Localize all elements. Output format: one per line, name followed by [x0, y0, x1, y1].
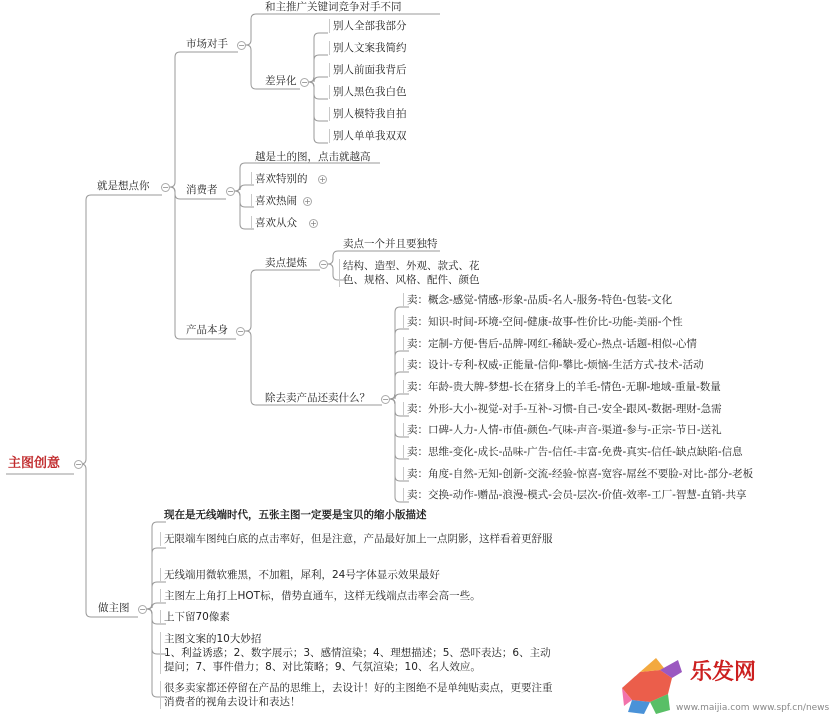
connector-line: [308, 77, 328, 82]
connector-line: [170, 52, 189, 187]
collapse-icon[interactable]: −: [237, 327, 244, 336]
collapse-icon[interactable]: −: [162, 183, 169, 192]
make-item[interactable]: 主图左上角打上HOT标，借势直通车，这样无线端点击率会高一些。: [160, 589, 481, 603]
connector-line: [308, 82, 328, 121]
node-besides[interactable]: 除去卖产品还卖什么？: [265, 392, 370, 404]
collapse-icon[interactable]: −: [382, 395, 389, 404]
connector-line: [146, 603, 166, 609]
connector-line: [308, 33, 328, 82]
connector-line: [308, 82, 328, 143]
node-think[interactable]: 就是想点你: [97, 180, 150, 192]
besides-item[interactable]: 卖：概念-感觉-情感-形象-品质-名人-服务-特色-包装-文化: [403, 293, 672, 307]
collapse-icon[interactable]: −: [227, 187, 234, 196]
diff-item[interactable]: 别人全部我部分: [329, 19, 407, 33]
expand-icon[interactable]: +: [319, 175, 326, 184]
node-market[interactable]: 市场对手: [186, 38, 228, 50]
collapse-icon[interactable]: −: [139, 605, 146, 614]
consumer-item[interactable]: 喜欢从众: [251, 216, 297, 230]
node-diff[interactable]: 差异化: [265, 75, 297, 87]
connector-line: [308, 82, 328, 99]
node-product[interactable]: 产品本身: [186, 324, 228, 336]
diff-item[interactable]: 别人单单我双双: [329, 129, 407, 143]
diff-item[interactable]: 别人模特我自拍: [329, 107, 407, 121]
node-selling[interactable]: 卖点提炼: [265, 257, 307, 269]
diff-item[interactable]: 别人文案我简约: [329, 41, 407, 55]
selling-item[interactable]: 结构、造型、外观、款式、花色、规格、风格、配件、颜色: [339, 259, 495, 287]
besides-item[interactable]: 卖：口碑-人力-人情-市值-颜色-气味-声音-渠道-参与-正宗-节日-送礼: [403, 423, 722, 437]
connector-line: [170, 187, 189, 339]
connector-line: [244, 270, 265, 331]
connector-line: [308, 55, 328, 82]
make-item[interactable]: 主图文案的10大妙招 1、利益诱惑；2、数字展示；3、感情渲染；4、理想描述；5、恐吓表达；6、主动提问；7、事件借力；8、对比策略；9、气氛渲染；10、名人效应。: [160, 632, 554, 674]
consumer-item[interactable]: 越是土的图，点击就越高: [255, 151, 371, 163]
collapse-icon[interactable]: −: [75, 460, 82, 469]
expand-icon[interactable]: +: [310, 219, 317, 228]
node-market-kw[interactable]: 和主推广关键词竞争对手不同: [265, 1, 402, 13]
connector-line: [81, 195, 100, 464]
make-item[interactable]: 上下留70像素: [160, 610, 230, 624]
make-item[interactable]: 无线端用微软雅黑，不加粗，犀利，24号字体显示效果最好: [160, 568, 440, 582]
node-consumer[interactable]: 消费者: [186, 184, 218, 196]
selling-item[interactable]: 卖点一个并且要独特: [343, 238, 438, 250]
diff-item[interactable]: 别人前面我背后: [329, 63, 407, 77]
node-make[interactable]: 做主图: [98, 602, 130, 614]
besides-item[interactable]: 卖：定制-方便-售后-品牌-网红-稀缺-爱心-热点-话题-相似-心情: [403, 337, 697, 351]
connector-line: [245, 45, 265, 89]
watermark-brand: 乐发网: [690, 660, 757, 685]
watermark-logo: [620, 650, 829, 720]
make-item[interactable]: 很多卖家都还停留在产品的思维上，去设计！好的主图绝不是单纯贴卖点，更要注重消费者的视角去设计和表达！: [160, 681, 559, 709]
connector-line: [245, 14, 265, 45]
make-header[interactable]: 现在是无线端时代，五张主图一定要是宝贝的缩小版描述: [164, 509, 427, 521]
besides-item[interactable]: 卖：知识-时间-环境-空间-健康-故事-性价比-功能-美丽-个性: [403, 315, 683, 329]
connector-line: [389, 394, 409, 399]
consumer-item[interactable]: 喜欢热闹: [251, 194, 297, 208]
connector-line: [81, 464, 100, 617]
watermark-url: www.maijia.com www.spf.cn/news: [676, 703, 829, 713]
besides-item[interactable]: 卖：思维-变化-成长-品味-广告-信任-丰富-免费-真实-信任-缺点缺陷-信息: [403, 445, 743, 459]
besides-item[interactable]: 卖：交换-动作-赠品-浪漫-模式-会员-层次-价值-效率-工厂-智慧-直销-共享: [403, 488, 746, 502]
diff-item[interactable]: 别人黑色我白色: [329, 85, 407, 99]
besides-item[interactable]: 卖：外形-大小-视觉-对手-互补-习惯-自己-安全-跟风-数据-理财-急需: [403, 402, 722, 416]
collapse-icon[interactable]: −: [301, 78, 308, 87]
expand-icon[interactable]: +: [304, 197, 311, 206]
root-node[interactable]: 主图创意: [8, 456, 61, 471]
consumer-item[interactable]: 喜欢特别的: [251, 172, 308, 186]
besides-item[interactable]: 卖：设计-专利-权威-正能量-信仰-攀比-烦恼-生活方式-技术-活动: [403, 358, 704, 372]
make-item[interactable]: 无限端车图纯白底的点击率好，但是注意，产品最好加上一点阴影，这样看着更舒服: [160, 532, 554, 546]
besides-item[interactable]: 卖：年龄-贵大牌-梦想-长在猪身上的羊毛-情色-无聊-地域-重量-数量: [403, 380, 721, 394]
collapse-icon[interactable]: −: [238, 41, 245, 50]
connector-line: [244, 331, 265, 405]
besides-item[interactable]: 卖：角度-自然-无知-创新-交流-经验-惊喜-宽容-屌丝不要脸-对比-部分-老板: [403, 467, 753, 481]
collapse-icon[interactable]: −: [320, 260, 327, 269]
